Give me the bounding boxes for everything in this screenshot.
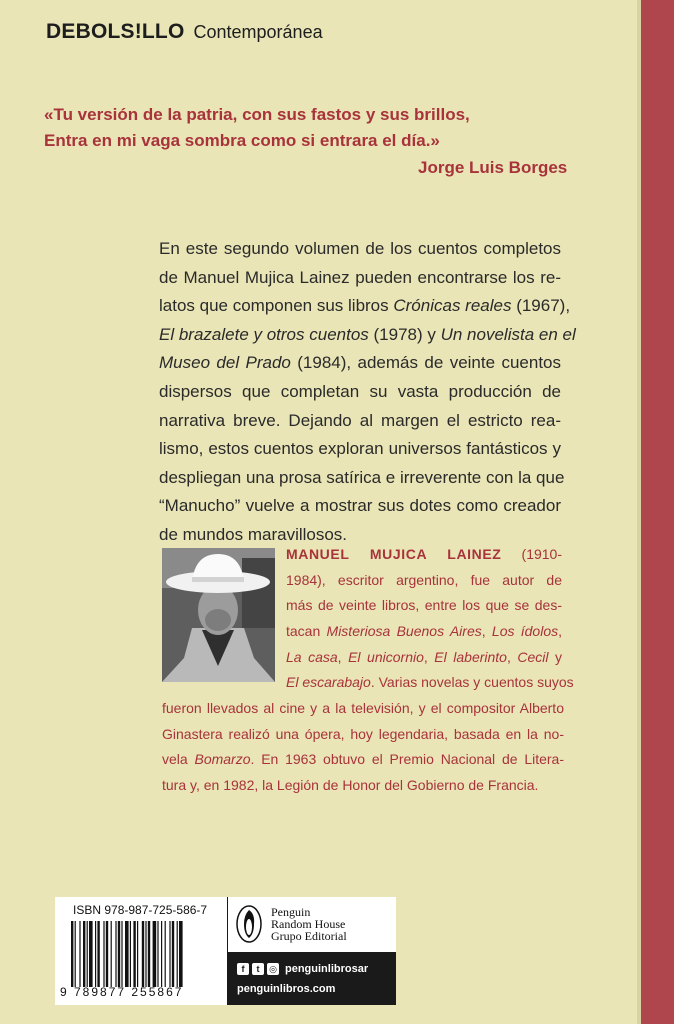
isbn-number: ISBN 978-987-725-586-7 [73, 903, 208, 917]
synopsis-line: “Manucho” vuelve a mostrar sus dotes como creador [159, 496, 561, 516]
synopsis-line: de Manuel Mujica Lainez pueden encontrarse los re- [159, 267, 561, 287]
website-link[interactable]: penguinlibros.com [237, 983, 336, 995]
book-title: Museo del Prado [159, 353, 291, 373]
book-title: Crónicas reales [393, 296, 512, 316]
book-title: Un novelista en el [440, 324, 576, 344]
bio-line: tacan Misteriosa Buenos Aires, Los ídolos, [286, 623, 563, 640]
bio-line: 1984), escritor argentino, fue autor de [286, 571, 562, 588]
publisher-name: Penguin Random House Grupo Editorial [271, 905, 347, 943]
author-bio-top [286, 542, 574, 696]
bio-line: La casa, El unicornio, El laberinto, Cecil y [286, 648, 563, 665]
synopsis-line: narrativa breve. Dejando al margen el estricto rea- [159, 410, 561, 430]
publisher-block [227, 897, 396, 1005]
synopsis-line: El brazalete y otros cuentos (1978) y Un novelista en el [159, 324, 576, 344]
bio-line: vela Bomarzo. En 1963 obtuvo el Premio Nacional de Litera- [162, 751, 565, 768]
book-spine [641, 0, 674, 1024]
collection-header [46, 20, 323, 50]
synopsis-line: latos que componen sus libros Crónicas reales (1967), [159, 296, 571, 316]
facebook-icon[interactable]: f [237, 963, 249, 975]
social-handle[interactable]: penguinlibrosar [285, 963, 369, 975]
quote-line: «Tu versión de la patria, con sus fastos y sus brillos, [44, 105, 470, 124]
epigraph-quote [44, 102, 564, 154]
synopsis-line: lismo, estos cuentos exploran universos fantásticos y [159, 439, 561, 459]
publisher-logo-area [227, 897, 396, 952]
bio-line: MANUEL MUJICA LAINEZ (1910- [286, 546, 562, 562]
quote-author: Jorge Luis Borges [418, 158, 568, 177]
quote-line: Entra en mi vaga sombra como si entrara el día.» [44, 131, 440, 150]
author-bio-bottom [162, 696, 564, 799]
bio-line: fueron llevados al cine y a la televisión, y el compositor Alberto [162, 700, 564, 716]
bio-line: El escarabajo. Varias novelas y cuentos suyos [286, 674, 574, 691]
synopsis-line: En este segundo volumen de los cuentos completos [159, 239, 561, 258]
barcode-block [55, 897, 227, 1005]
synopsis-line: despliegan una prosa satírica e irreverente con la que [159, 467, 565, 487]
author-portrait-image [162, 548, 275, 682]
synopsis-line: de mundos maravillosos. [159, 524, 348, 544]
author-photo [162, 548, 275, 682]
penguin-logo-icon [236, 905, 262, 943]
barcode-digits: 9 789877 255867 [60, 985, 184, 999]
bio-line: Ginastera realizó una ópera, hoy legendaria, basada en la no- [162, 725, 564, 742]
synopsis-paragraph [159, 235, 576, 550]
collection-name: Contemporánea [193, 22, 323, 42]
twitter-icon[interactable]: t [252, 963, 264, 975]
bio-line: tura y, en 1982, la Legión de Honor del Gobierno de Francia. [162, 777, 539, 794]
brand-logo: DEBOLS!LLO [46, 20, 185, 43]
book-title: El brazalete y otros cuentos [159, 324, 369, 344]
social-links [237, 963, 368, 975]
synopsis-line: Museo del Prado (1984), además de veinte cuentos [159, 353, 561, 373]
author-name: MANUEL MUJICA LAINEZ [286, 546, 502, 562]
bio-line: más de veinte libros, entre los que se des- [286, 597, 562, 614]
barcode-bars [71, 921, 221, 987]
synopsis-line: dispersos que completan su vasta producción de [159, 381, 561, 401]
instagram-icon[interactable]: ◎ [267, 963, 279, 975]
